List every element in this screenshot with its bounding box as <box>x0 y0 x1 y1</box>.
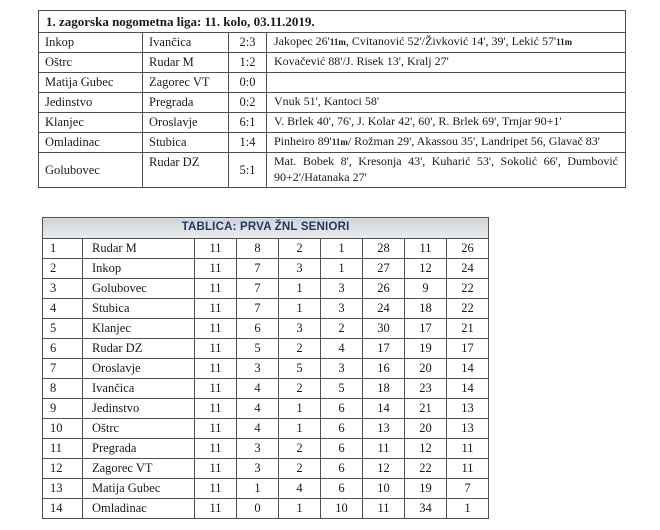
home-team-cell: Matija Gubec <box>39 73 143 93</box>
standings-title-row <box>43 218 489 239</box>
standings-row <box>43 479 489 499</box>
stat-cell: 26 <box>447 239 489 259</box>
team-cell: Klanjec <box>83 319 195 339</box>
scorers-cell <box>267 73 626 93</box>
match-row <box>39 53 626 73</box>
home-team-cell: Klanjec <box>39 113 143 133</box>
scorers-cell: Pinheiro 89'11m/ Rožman 29', Akassou 35', Landripet 56, Glavač 83' <box>267 133 626 153</box>
standings-row <box>43 399 489 419</box>
rank-cell: 8 <box>43 379 83 399</box>
team-cell: Golubovec <box>83 279 195 299</box>
stat-cell: 3 <box>237 439 279 459</box>
stat-cell: 7 <box>237 279 279 299</box>
stat-cell: 11 <box>447 459 489 479</box>
team-cell: Stubica <box>83 299 195 319</box>
stat-cell: 4 <box>279 479 321 499</box>
match-row <box>39 93 626 113</box>
stat-cell: 21 <box>405 399 447 419</box>
team-cell: Oroslavje <box>83 359 195 379</box>
rank-cell: 7 <box>43 359 83 379</box>
stat-cell: 1 <box>279 499 321 519</box>
stat-cell: 11 <box>195 359 237 379</box>
stat-cell: 21 <box>447 319 489 339</box>
stat-cell: 2 <box>279 459 321 479</box>
stat-cell: 14 <box>447 359 489 379</box>
away-team-cell: Pregrada <box>143 93 229 113</box>
stat-cell: 7 <box>237 299 279 319</box>
stat-cell: 3 <box>279 319 321 339</box>
stat-cell: 19 <box>405 339 447 359</box>
rank-cell: 10 <box>43 419 83 439</box>
score-cell: 0:0 <box>229 73 267 93</box>
stat-cell: 22 <box>447 279 489 299</box>
stat-cell: 11 <box>195 479 237 499</box>
stat-cell: 4 <box>237 379 279 399</box>
standings-row <box>43 379 489 399</box>
stat-cell: 7 <box>237 259 279 279</box>
stat-cell: 12 <box>405 259 447 279</box>
standings-row <box>43 499 489 519</box>
standings-row <box>43 359 489 379</box>
scorers-cell: Jakopec 26'11m, Cvitanović 52'/Živković 14', 39', Lekić 57'11m <box>267 33 626 53</box>
stat-cell: 16 <box>363 359 405 379</box>
stat-cell: 22 <box>405 459 447 479</box>
stat-cell: 11 <box>195 259 237 279</box>
stat-cell: 17 <box>447 339 489 359</box>
penalty-marker: 11m <box>329 37 346 48</box>
results-table <box>38 10 626 188</box>
home-team-cell: Oštrc <box>39 53 143 73</box>
scorers-cell: Mat. Bobek 8', Kresonja 43', Kuharić 53', Sokolić 66', Dumbović 90+2'/Hatanaka 27' <box>267 153 626 188</box>
stat-cell: 23 <box>405 379 447 399</box>
stat-cell: 3 <box>321 299 363 319</box>
team-cell: Oštrc <box>83 419 195 439</box>
stat-cell: 7 <box>447 479 489 499</box>
team-cell: Inkop <box>83 259 195 279</box>
stat-cell: 13 <box>447 399 489 419</box>
team-cell: Ivančica <box>83 379 195 399</box>
stat-cell: 11 <box>363 439 405 459</box>
stat-cell: 3 <box>279 259 321 279</box>
stat-cell: 4 <box>237 419 279 439</box>
scorers-cell: V. Brlek 40', 76', J. Kolar 42', 60', R. Brlek 69', Trnjar 90+1' <box>267 113 626 133</box>
rank-cell: 2 <box>43 259 83 279</box>
away-team-cell: Zagorec VT <box>143 73 229 93</box>
stat-cell: 3 <box>237 359 279 379</box>
stat-cell: 18 <box>363 379 405 399</box>
score-cell: 1:2 <box>229 53 267 73</box>
stat-cell: 28 <box>363 239 405 259</box>
stat-cell: 6 <box>321 479 363 499</box>
rank-cell: 12 <box>43 459 83 479</box>
rank-cell: 14 <box>43 499 83 519</box>
stat-cell: 10 <box>321 499 363 519</box>
stat-cell: 14 <box>363 399 405 419</box>
standings-title: TABLICA: PRVA ŽNL SENIORI <box>43 218 489 239</box>
standings-row <box>43 439 489 459</box>
score-cell: 1:4 <box>229 133 267 153</box>
stat-cell: 11 <box>195 279 237 299</box>
team-cell: Pregrada <box>83 439 195 459</box>
away-team-cell: Oroslavje <box>143 113 229 133</box>
rank-cell: 1 <box>43 239 83 259</box>
stat-cell: 12 <box>363 459 405 479</box>
stat-cell: 11 <box>195 319 237 339</box>
stat-cell: 11 <box>195 379 237 399</box>
results-table-body <box>39 11 626 188</box>
team-cell: Omladinac <box>83 499 195 519</box>
stat-cell: 17 <box>405 319 447 339</box>
stat-cell: 1 <box>237 479 279 499</box>
stat-cell: 11 <box>447 439 489 459</box>
rank-cell: 9 <box>43 399 83 419</box>
results-title-row <box>39 11 626 33</box>
stat-cell: 3 <box>237 459 279 479</box>
team-cell: Zagorec VT <box>83 459 195 479</box>
stat-cell: 11 <box>195 439 237 459</box>
rank-cell: 3 <box>43 279 83 299</box>
stat-cell: 18 <box>405 299 447 319</box>
stat-cell: 6 <box>321 459 363 479</box>
match-row <box>39 113 626 133</box>
home-team-cell: Golubovec <box>39 153 143 188</box>
standings-row <box>43 339 489 359</box>
stat-cell: 1 <box>279 299 321 319</box>
stat-cell: 2 <box>279 339 321 359</box>
away-team-cell: Stubica <box>143 133 229 153</box>
rank-cell: 11 <box>43 439 83 459</box>
stat-cell: 34 <box>405 499 447 519</box>
stat-cell: 11 <box>405 239 447 259</box>
standings-row <box>43 299 489 319</box>
match-row <box>39 153 626 188</box>
penalty-marker: 11m <box>556 37 573 48</box>
stat-cell: 13 <box>447 419 489 439</box>
stat-cell: 20 <box>405 419 447 439</box>
team-cell: Rudar M <box>83 239 195 259</box>
scorers-cell: Kovačević 88'/J. Risek 13', Kralj 27' <box>267 53 626 73</box>
stat-cell: 1 <box>279 399 321 419</box>
stat-cell: 9 <box>405 279 447 299</box>
stat-cell: 6 <box>321 439 363 459</box>
standings-table <box>42 217 489 519</box>
stat-cell: 11 <box>195 339 237 359</box>
stat-cell: 11 <box>363 499 405 519</box>
stat-cell: 11 <box>195 499 237 519</box>
stat-cell: 3 <box>321 359 363 379</box>
stat-cell: 11 <box>195 419 237 439</box>
rank-cell: 13 <box>43 479 83 499</box>
stat-cell: 12 <box>405 439 447 459</box>
stat-cell: 1 <box>447 499 489 519</box>
stat-cell: 11 <box>195 299 237 319</box>
stat-cell: 1 <box>321 239 363 259</box>
stat-cell: 26 <box>363 279 405 299</box>
stat-cell: 22 <box>447 299 489 319</box>
rank-cell: 5 <box>43 319 83 339</box>
stat-cell: 13 <box>363 419 405 439</box>
standings-row <box>43 419 489 439</box>
match-row <box>39 33 626 53</box>
stat-cell: 4 <box>237 399 279 419</box>
stat-cell: 19 <box>405 479 447 499</box>
stat-cell: 1 <box>279 419 321 439</box>
standings-row <box>43 239 489 259</box>
stat-cell: 8 <box>237 239 279 259</box>
standings-row <box>43 279 489 299</box>
stat-cell: 14 <box>447 379 489 399</box>
stat-cell: 27 <box>363 259 405 279</box>
stat-cell: 4 <box>321 339 363 359</box>
stat-cell: 5 <box>237 339 279 359</box>
away-team-cell: Rudar DZ <box>143 153 229 188</box>
rank-cell: 4 <box>43 299 83 319</box>
stat-cell: 30 <box>363 319 405 339</box>
home-team-cell: Jedinstvo <box>39 93 143 113</box>
stat-cell: 1 <box>279 279 321 299</box>
score-cell: 5:1 <box>229 153 267 188</box>
match-row <box>39 133 626 153</box>
stat-cell: 2 <box>321 319 363 339</box>
standings-row <box>43 319 489 339</box>
team-cell: Matija Gubec <box>83 479 195 499</box>
score-cell: 2:3 <box>229 33 267 53</box>
stat-cell: 2 <box>279 439 321 459</box>
stat-cell: 17 <box>363 339 405 359</box>
standings-table-body <box>43 218 489 519</box>
stat-cell: 6 <box>321 399 363 419</box>
stat-cell: 10 <box>363 479 405 499</box>
scorers-cell: Vnuk 51', Kantoci 58' <box>267 93 626 113</box>
stat-cell: 1 <box>321 259 363 279</box>
home-team-cell: Inkop <box>39 33 143 53</box>
stat-cell: 11 <box>195 459 237 479</box>
team-cell: Rudar DZ <box>83 339 195 359</box>
stat-cell: 20 <box>405 359 447 379</box>
results-title: 1. zagorska nogometna liga: 11. kolo, 03.11.2019. <box>39 11 626 33</box>
match-row <box>39 73 626 93</box>
standings-row <box>43 259 489 279</box>
stat-cell: 24 <box>363 299 405 319</box>
away-team-cell: Rudar M <box>143 53 229 73</box>
stat-cell: 5 <box>279 359 321 379</box>
stat-cell: 3 <box>321 279 363 299</box>
stat-cell: 11 <box>195 399 237 419</box>
stat-cell: 24 <box>447 259 489 279</box>
stat-cell: 11 <box>195 239 237 259</box>
stat-cell: 5 <box>321 379 363 399</box>
score-cell: 6:1 <box>229 113 267 133</box>
rank-cell: 6 <box>43 339 83 359</box>
stat-cell: 6 <box>321 419 363 439</box>
standings-row <box>43 459 489 479</box>
home-team-cell: Omladinac <box>39 133 143 153</box>
score-cell: 0:2 <box>229 93 267 113</box>
team-cell: Jedinstvo <box>83 399 195 419</box>
stat-cell: 6 <box>237 319 279 339</box>
penalty-marker: 11m <box>331 137 348 148</box>
stat-cell: 2 <box>279 239 321 259</box>
stat-cell: 2 <box>279 379 321 399</box>
stat-cell: 0 <box>237 499 279 519</box>
away-team-cell: Ivančica <box>143 33 229 53</box>
